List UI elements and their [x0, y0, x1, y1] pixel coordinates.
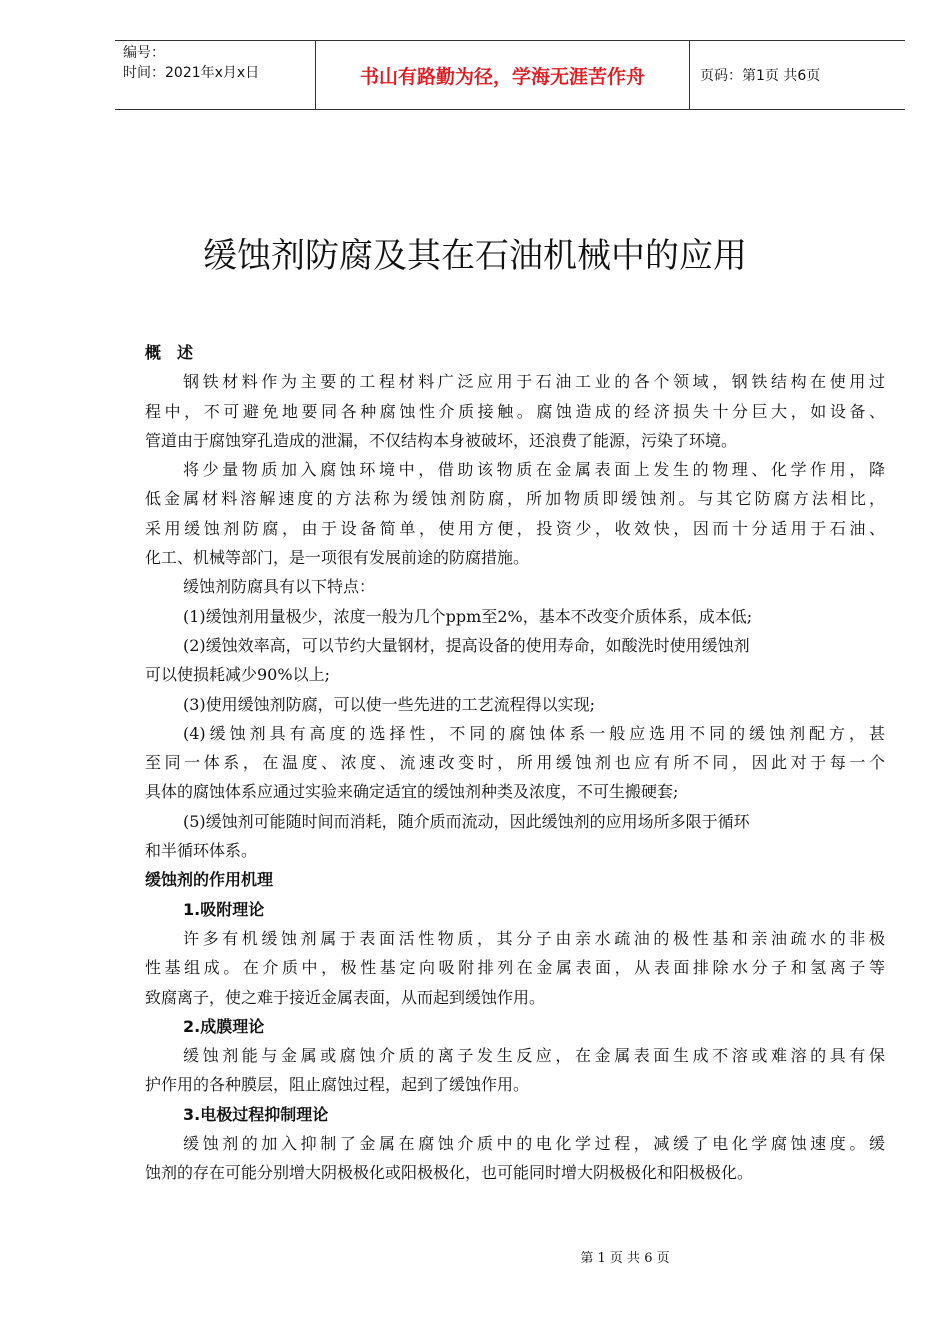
- subsection-heading-electrode: 3.电极过程抑制理论: [183, 1104, 329, 1124]
- section-heading-mechanism: 缓蚀剂的作用机理: [145, 870, 274, 890]
- header-motto: 书山有路勤为径，学海无涯苦作舟: [315, 41, 690, 109]
- document-body: [145, 338, 885, 1188]
- page-header: [115, 40, 905, 110]
- paragraph-line: 低金属材料溶解速度的方法称为缓蚀剂防腐，所加物质即缓蚀剂。与其它防腐方法相比，: [145, 489, 885, 509]
- header-page-info: 页码：第1页 共6页: [700, 68, 821, 84]
- paragraph-line: 程中，不可避免地要同各种腐蚀性介质接触。腐蚀造成的经济损失十分巨大，如设备、: [145, 401, 885, 421]
- list-item: (1)缓蚀剂用量极少，浓度一般为几个ppm至2%，基本不改变介质体系，成本低;: [183, 606, 753, 626]
- section-heading-overview: 概 述: [145, 343, 194, 362]
- paragraph-line: 将少量物质加入腐蚀环境中，借助该物质在金属表面上发生的物理、化学作用，降: [183, 460, 885, 480]
- number-label: 编号：: [123, 45, 165, 61]
- document-title: 缓蚀剂防腐及其在石油机械中的应用: [203, 236, 747, 276]
- paragraph-line: 护作用的各种膜层，阻止腐蚀过程，起到了缓蚀作用。: [145, 1075, 530, 1095]
- list-item-continued: 和半循环体系。: [145, 841, 258, 861]
- list-item-continued: 至同一体系，在温度、浓度、流速改变时，所用缓蚀剂也应有所不同，因此对于每一个: [145, 753, 885, 773]
- subsection-heading-film: 2.成膜理论: [183, 1016, 265, 1036]
- header-meta: [115, 41, 315, 109]
- paragraph-line: 性基组成。在介质中，极性基定向吸附排列在金属表面，从表面排除水分子和氢离子等: [145, 958, 885, 978]
- list-item-continued: 可以使损耗减少90%以上;: [145, 665, 330, 685]
- paragraph-line: 化工、机械等部门，是一项很有发展前途的防腐措施。: [145, 548, 530, 568]
- time-label: 时间：2021年x月x日: [123, 65, 260, 81]
- list-item-continued: 具体的腐蚀体系应通过实验来确定适宜的缓蚀剂种类及浓度，不可生搬硬套;: [145, 782, 679, 802]
- paragraph-line: 管道由于腐蚀穿孔造成的泄漏，不仅结构本身被破坏，还浪费了能源，污染了环境。: [145, 430, 738, 450]
- paragraph-line: 采用缓蚀剂防腐，由于设备简单，使用方便，投资少，收效快，因而十分适用于石油、: [145, 518, 885, 538]
- paragraph-line: 致腐离子，使之难于接近金属表面，从而起到缓蚀作用。: [145, 987, 546, 1007]
- list-item: (4)缓蚀剂具有高度的选择性，不同的腐蚀体系一般应选用不同的缓蚀剂配方，甚: [183, 723, 885, 743]
- list-item: (5)缓蚀剂可能随时间而消耗，随介质而流动，因此缓蚀剂的应用场所多限于循环: [183, 811, 750, 831]
- list-item: (2)缓蚀效率高，可以节约大量钢材，提高设备的使用寿命，如酸洗时使用缓蚀剂: [183, 635, 750, 655]
- paragraph-line: 缓蚀剂的加入抑制了金属在腐蚀介质中的电化学过程，减缓了电化学腐蚀速度。缓: [183, 1134, 885, 1154]
- paragraph-line: 钢铁材料作为主要的工程材料广泛应用于石油工业的各个领域，钢铁结构在使用过: [183, 372, 885, 392]
- paragraph-line: 蚀剂的存在可能分别增大阴极极化或阳极极化，也可能同时增大阴极极化和阳极极化。: [145, 1163, 754, 1183]
- footer-page-number: 第 1 页 共 6 页: [580, 1251, 670, 1266]
- paragraph-line: 许多有机缓蚀剂属于表面活性物质，其分子由亲水疏油的极性基和亲油疏水的非极: [183, 928, 885, 948]
- page-footer: [0, 1247, 950, 1266]
- subsection-heading-adsorption: 1.吸附理论: [183, 899, 265, 919]
- list-item: (3)使用缓蚀剂防腐，可以使一些先进的工艺流程得以实现;: [183, 694, 596, 714]
- paragraph-line: 缓蚀剂能与金属或腐蚀介质的离子发生反应，在金属表面生成不溶或难溶的具有保: [183, 1046, 885, 1066]
- paragraph-line: 缓蚀剂防腐具有以下特点：: [183, 577, 376, 597]
